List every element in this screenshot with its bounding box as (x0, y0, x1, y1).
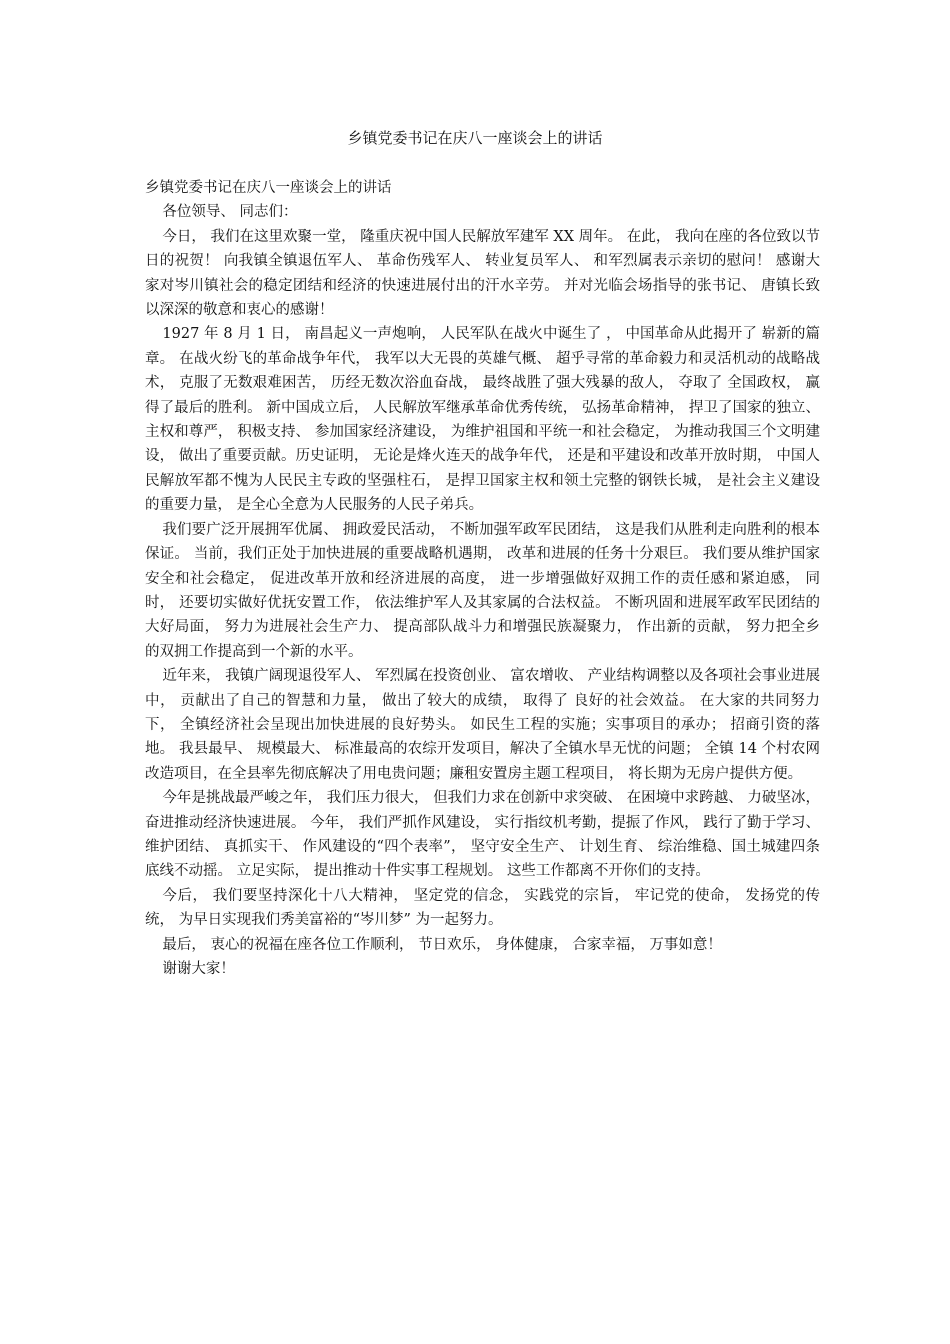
document-subtitle: 乡镇党委书记在庆八一座谈会上的讲话 (145, 180, 392, 196)
salutation: 各位领导、 同志们： (162, 204, 298, 221)
document-body (145, 176, 820, 981)
paragraph-7: 最后， 衷心的祝福在座各位工作顺利， 节日欢乐， 身体健康， 合家幸福， 万事如意！ (162, 936, 722, 953)
paragraph-5: 今年是挑战最严峻之年， 我们压力很大， 但我们力求在创新中求突破、 在困境中求跨越、 力破坚冰， 奋进推动经济快速进展。 今年， 我们严抓作风建设， 实行指纹机考勤，提振了作风， 践行了勤于学习、 维护团结、 真抓实干、 作风建设的“四个表率”， 坚守安全生产、 计划生育、 综治维稳、国土城建四条底线不动摇。 立足实际， 提出推动十件实事工程规划。 这些工作都离不开你们的支持。 (145, 790, 820, 880)
page-title: 乡镇党委书记在庆八一座谈会上的讲话 (347, 129, 603, 147)
paragraph-1: 今日， 我们在这里欢聚一堂， 隆重庆祝中国人民解放军建军 XX 周年。 在此， 我向在座的各位致以节日的祝贺！ 向我镇全镇退伍军人、 革命伤残军人、 转业复员军人、 和军烈属表示亲切的慰问！ 感谢大家对岑川镇社会的稳定团结和经济的快速进展付出的汗水辛劳。 并对光临会场指导的张书记、 唐镇长致以深深的敬意和衷心的感谢！ (145, 228, 820, 319)
paragraph-2: 1927 年 8 月 1 日， 南昌起义一声炮响， 人民军队在战火中诞生了 ， 中国革命从此揭开了 崭新的篇章。 在战火纷飞的革命战争年代， 我军以大无畏的英雄气概、 超乎寻常的革命毅力和灵活机动的战略战术， 克服了无数艰难困苦， 历经无数次浴血奋战， 最终战胜了强大残暴的敌人， 夺取了 全国政权， 赢得了最后的胜利。 新中国成立后， 人民解放军继承革命优秀传统， 弘扬革命精神， 捍卫了国家的独立、 主权和尊严， 积极支持、 参加国家经济建设， 为维护祖国和平统一和社会稳定， 为推动我国三个文明建设， 做出了重要贡献。历史证明， 无论是烽火连天的战争年代， 还是和平建设和改革开放时期， 中国人民解放军都不愧为人民民主专政的坚强柱石， 是捍卫国家主权和领土完整的钢铁长城， 是社会主义建设的重要力量， 是全心全意为人民服务的人民子弟兵。 (145, 326, 820, 514)
paragraph-4: 近年来， 我镇广阔现退役军人、 军烈属在投资创业、 富农增收、 产业结构调整以及各项社会事业进展中， 贡献出了自己的智慧和力量， 做出了较大的成绩， 取得了 良好的社会效益。 在大家的共同努力下， 全镇经济社会呈现出加快进展的良好势头。 如民生工程的实施；实事项目的承办； 招商引资的落地。 我县最早、 规模最大、 标准最高的农综开发项目，解决了全镇水旱无忧的问题； 全镇 14 个村农网改造项目，在全县率先彻底解决了用电贵问题；廉租安置房主题工程项目， 将长期为无房户提供方便。 (145, 668, 820, 782)
closing-thanks: 谢谢大家！ (162, 961, 235, 977)
paragraph-3: 我们要广泛开展拥军优属、 拥政爱民活动， 不断加强军政军民团结， 这是我们从胜利走向胜利的根本保证。 当前，我们正处于加快进展的重要战略机遇期， 改革和进展的任务十分艰巨。 我们要从维护国家安全和社会稳定， 促进改革开放和经济进展的高度， 进一步增强做好双拥工作的责任感和紧迫感， 同时， 还要切实做好优抚安置工作， 依法维护军人及其家属的合法权益。 不断巩固和进展军政军民团结的大好局面， 努力为进展社会生产力、 提高部队战斗力和增强民族凝聚力， 作出新的贡献， 努力把全乡 的双拥工作提高到一个新的水平。 (145, 521, 820, 660)
paragraph-6: 今后， 我们要坚持深化十八大精神， 坚定党的信念， 实践党的宗旨， 牢记党的使命， 发扬党的传统， 为早日实现我们秀美富裕的“岑川梦” 为一起努力。 (145, 887, 820, 929)
